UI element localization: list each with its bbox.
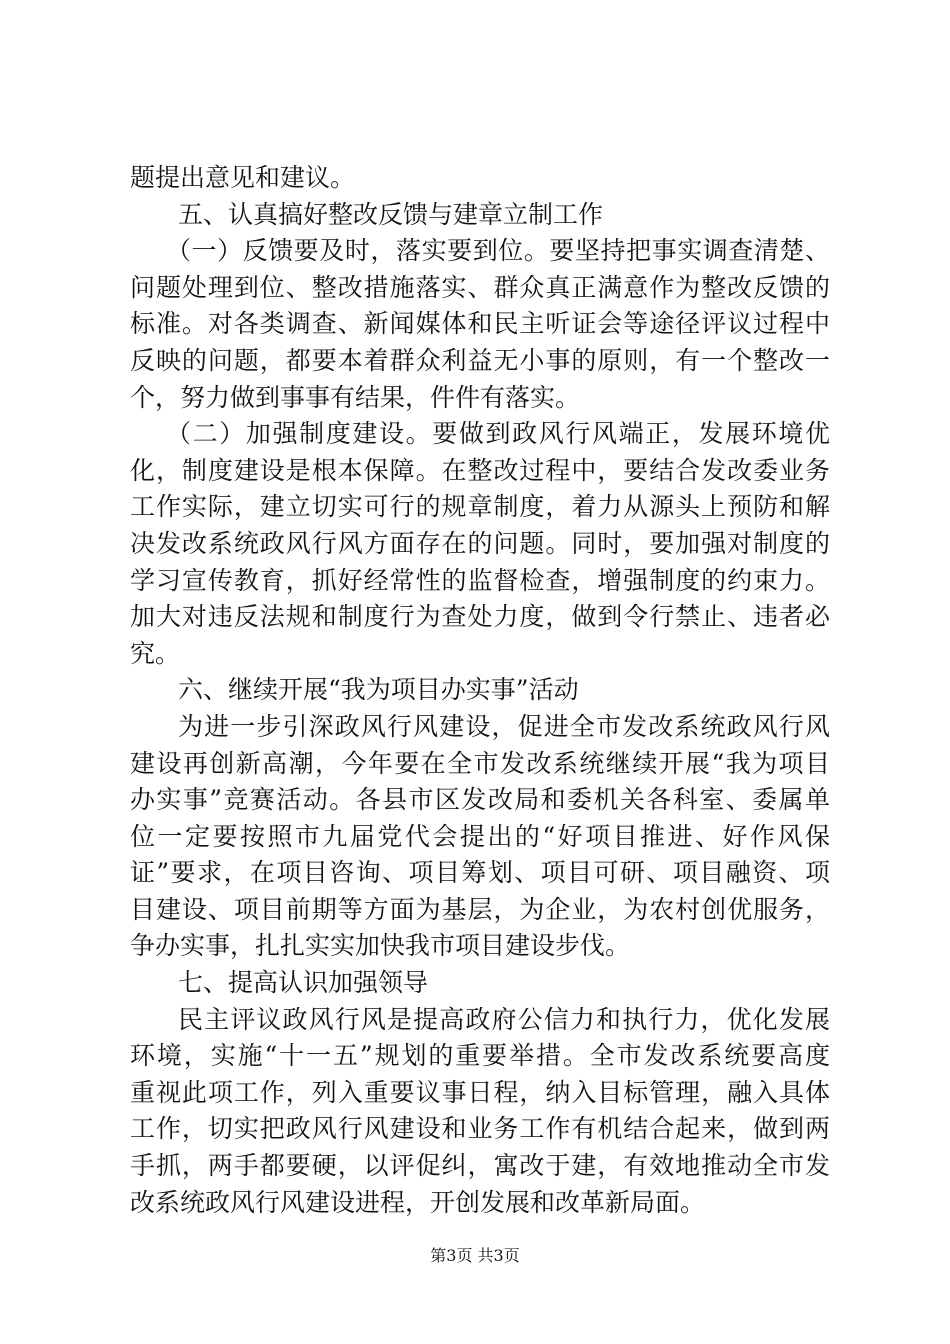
text-line: 环境，实施“十一五”规划的重要举措。全市发改系统要高度 [130, 1041, 830, 1071]
page-number-footer: 第3页 共3页 [430, 1246, 520, 1265]
section-heading-7: 七、提高认识加强领导 [178, 968, 429, 998]
text-line: 工作实际，建立切实可行的规章制度，着力从源头上预防和解 [130, 492, 830, 522]
text-line: 学习宣传教育，抓好经常性的监督检查，增强制度的约束力。 [130, 565, 830, 595]
text-line: 题提出意见和建议。 [130, 163, 356, 192]
text-line: 改系统政风行风建设进程，开创发展和改革新局面。 [130, 1187, 706, 1217]
text-line: 重视此项工作，列入重要议事日程，纳入目标管理，融入具体 [130, 1077, 830, 1107]
section-heading-6: 六、继续开展“我为项目办实事”活动 [178, 675, 579, 705]
text-line: （二）加强制度建设。要做到政风行风端正，发展环境优 [166, 419, 830, 449]
text-line: 位一定要按照市九届党代会提出的“好项目推进、好作风保 [130, 821, 830, 851]
text-line: 民主评议政风行风是提高政府公信力和执行力，优化发展 [178, 1004, 830, 1034]
text-line: 个，努力做到事事有结果，件件有落实。 [130, 382, 581, 412]
text-line: 究。 [130, 638, 181, 668]
text-line: 目建设、项目前期等方面为基层，为企业，为农村创优服务， [130, 894, 830, 924]
text-line: 反映的问题，都要本着群众利益无小事的原则，有一个整改一 [130, 345, 830, 375]
text-line: 工作，切实把政风行风建设和业务工作有机结合起来，做到两 [130, 1114, 830, 1144]
section-heading-5: 五、认真搞好整改反馈与建章立制工作 [178, 199, 604, 229]
text-line: 手抓，两手都要硬，以评促纠，寓改于建，有效地推动全市发 [130, 1151, 830, 1181]
document-body [130, 160, 830, 1221]
text-line: （一）反馈要及时，落实要到位。要坚持把事实调查清楚、 [166, 236, 830, 266]
text-line: 标准。对各类调查、新闻媒体和民主听证会等途径评议过程中 [130, 309, 830, 339]
text-line: 争办实事，扎扎实实加快我市项目建设步伐。 [130, 931, 631, 961]
text-line: 决发改系统政风行风方面存在的问题。同时，要加强对制度的 [130, 528, 830, 558]
text-line: 建设再创新高潮，今年要在全市发改系统继续开展“我为项目 [130, 748, 830, 778]
text-line: 为进一步引深政风行风建设，促进全市发改系统政风行风 [178, 711, 830, 741]
text-line: 问题处理到位、整改措施落实、群众真正满意作为整改反馈的 [130, 272, 830, 302]
text-line: 加大对违反法规和制度行为查处力度，做到令行禁止、违者必 [130, 602, 830, 632]
text-line: 办实事”竞赛活动。各县市区发改局和委机关各科室、委属单 [130, 785, 830, 815]
text-line: 化，制度建设是根本保障。在整改过程中，要结合发改委业务 [130, 455, 830, 485]
text-line: 证”要求，在项目咨询、项目筹划、项目可研、项目融资、项 [130, 858, 830, 888]
